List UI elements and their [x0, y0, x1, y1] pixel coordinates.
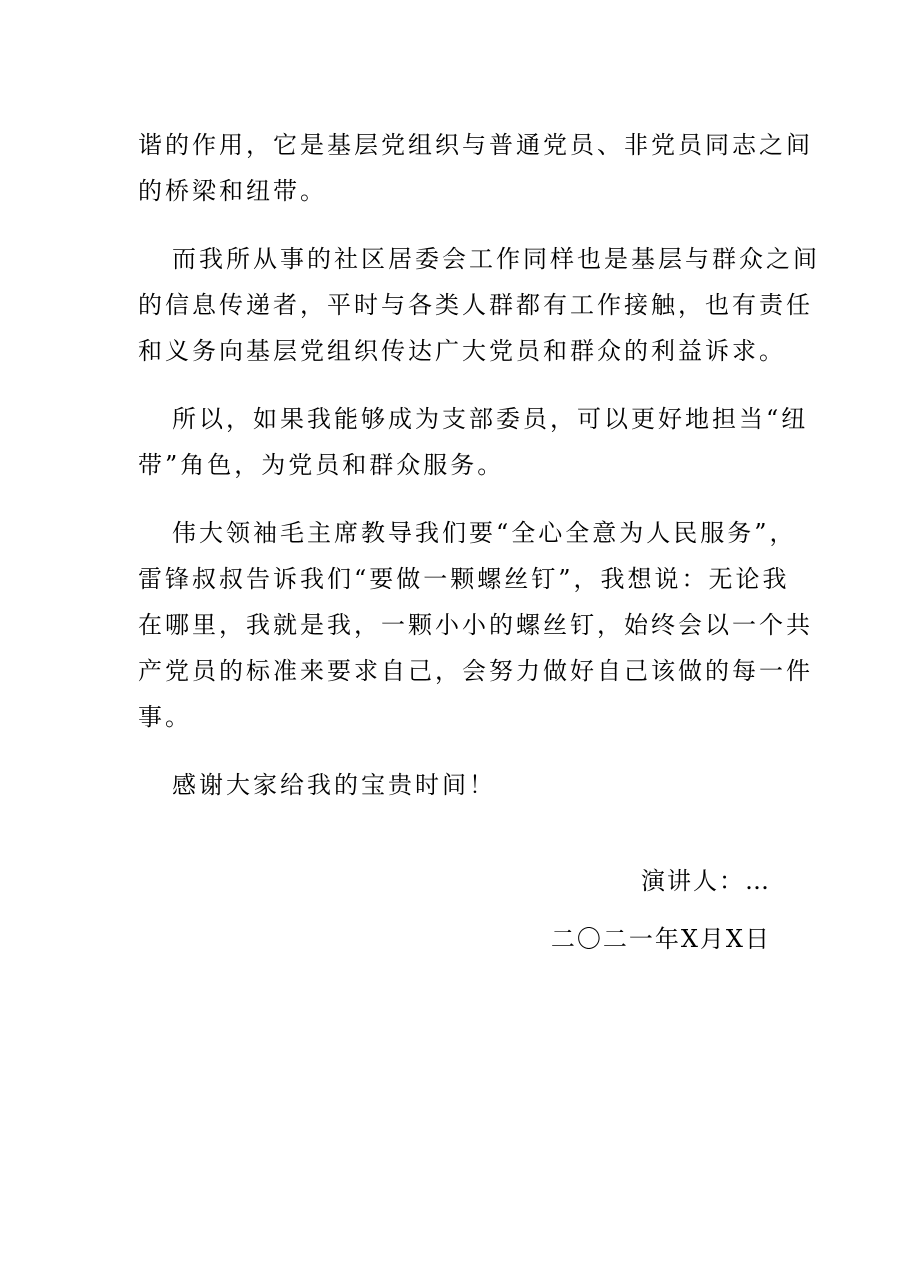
speech-body — [138, 122, 820, 830]
paragraph-4 — [138, 510, 813, 740]
signature-block — [551, 858, 771, 962]
paragraph-line: 谐的作用，它是基层党组织与普通党员、非党员同志之间 — [138, 131, 813, 159]
paragraph-line: 在哪里，我就是我，一颗小小的螺丝钉，始终会以一个共 — [138, 611, 813, 639]
paragraph-line: 的桥梁和纽带。 — [138, 177, 327, 205]
speaker-line: 演讲人：… — [641, 867, 771, 895]
paragraph-line: 而我所从事的社区居委会工作同样也是基层与群众之间 — [172, 245, 820, 273]
paragraph-3 — [138, 396, 809, 488]
date-line: 二〇二一年X月X日 — [550, 925, 771, 953]
paragraph-1 — [138, 122, 813, 214]
paragraph-5 — [138, 762, 774, 808]
paragraph-line: 感谢大家给我的宝贵时间！ — [172, 771, 496, 799]
paragraph-line: 事。 — [138, 703, 192, 731]
paragraph-line: 伟大领袖毛主席教导我们要“全心全意为人民服务”， — [172, 519, 797, 547]
paragraph-line: 带”角色，为党员和群众服务。 — [138, 451, 505, 479]
paragraph-line: 雷锋叔叔告诉我们“要做一颗螺丝钉”，我想说：无论我 — [138, 565, 790, 593]
paragraph-2 — [138, 236, 820, 374]
paragraph-line: 所以，如果我能够成为支部委员，可以更好地担当“纽 — [172, 405, 809, 433]
paragraph-line: 产党员的标准来要求自己，会努力做好自己该做的每一件 — [138, 657, 813, 685]
paragraph-line: 和义务向基层党组织传达广大党员和群众的利益诉求。 — [138, 337, 786, 365]
paragraph-line: 的信息传递者，平时与各类人群都有工作接触，也有责任 — [138, 291, 813, 319]
